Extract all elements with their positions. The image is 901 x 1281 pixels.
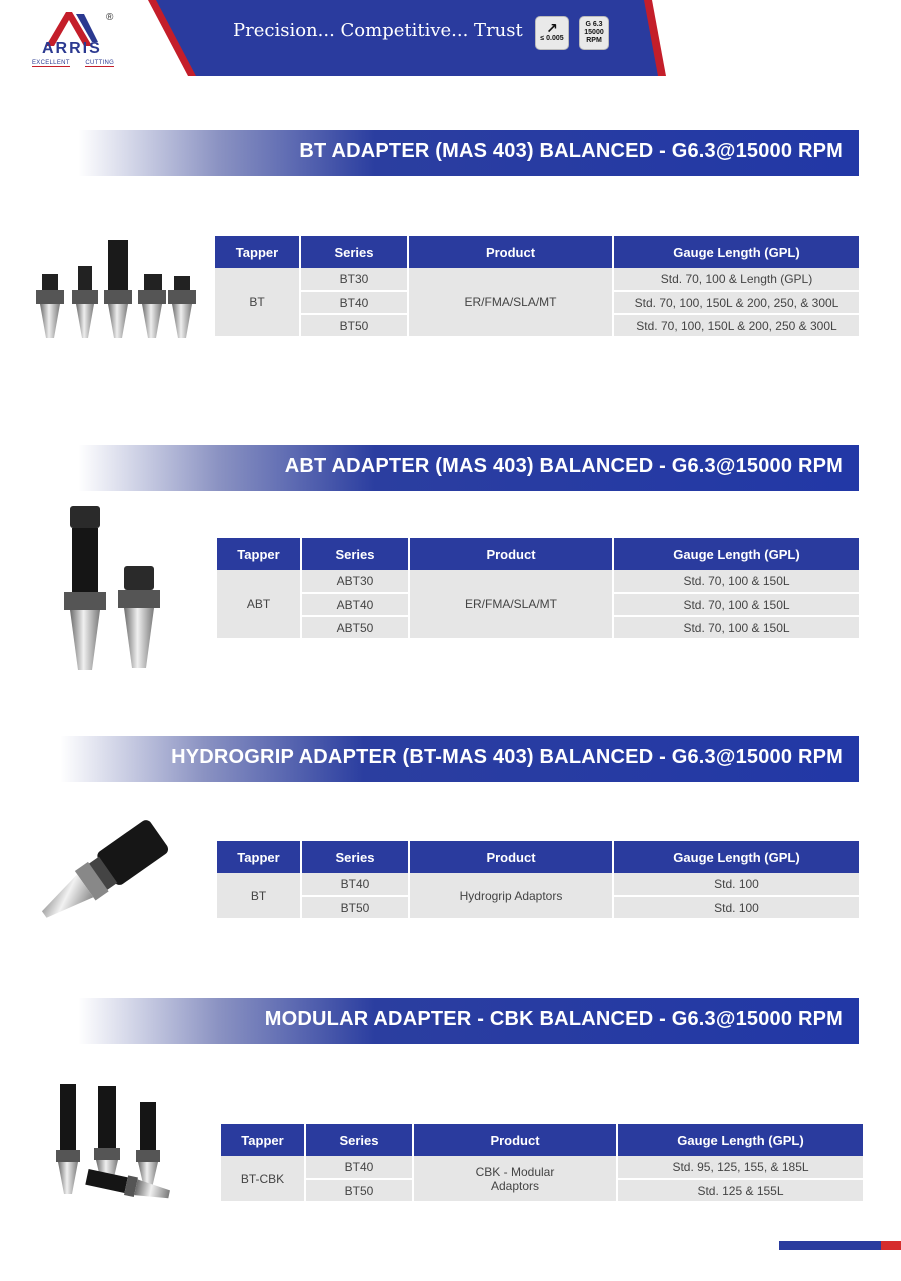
- col-header-series: Series: [301, 538, 409, 570]
- col-header-tapper: Tapper: [217, 841, 301, 873]
- col-header-gauge: Gauge Length (GPL): [613, 841, 859, 873]
- table-header-row: [217, 841, 859, 873]
- table-header-row: [221, 1124, 863, 1156]
- col-header-gauge: Gauge Length (GPL): [613, 236, 859, 268]
- series-cell: BT50: [300, 314, 408, 337]
- section-title-abt: [78, 445, 859, 491]
- col-header-tapper: Tapper: [217, 538, 301, 570]
- series-cell: ABT40: [301, 593, 409, 616]
- hydrogrip-adapter-product-photo: [40, 806, 192, 942]
- modular-adapter-product-photo: [50, 1082, 180, 1204]
- table-header-row: [215, 236, 859, 268]
- balance-speed: 15000: [584, 29, 604, 36]
- series-cell: BT40: [300, 291, 408, 314]
- gauge-cell: Std. 70, 100 & 150L: [613, 570, 859, 593]
- diagonal-arrow-icon: ↗: [546, 20, 558, 36]
- col-header-tapper: Tapper: [221, 1124, 305, 1156]
- product-cell: [413, 1156, 617, 1202]
- slogan: Precision... Competitive... Trust: [233, 20, 523, 41]
- footer-accent-bar: [779, 1241, 901, 1250]
- section-title-hydrogrip: [60, 736, 859, 782]
- table-row: [215, 268, 859, 291]
- section-title-text: BT ADAPTER (MAS 403) BALANCED - G6.3@15000 RPM: [299, 140, 843, 162]
- section-title-text: ABT ADAPTER (MAS 403) BALANCED - G6.3@15000 RPM: [284, 455, 843, 477]
- col-header-gauge: Gauge Length (GPL): [617, 1124, 863, 1156]
- gauge-cell: Std. 70, 100 & 150L: [613, 593, 859, 616]
- col-header-product: Product: [409, 538, 613, 570]
- product-line-2: Adaptors: [490, 1178, 540, 1193]
- section-title-text: HYDROGRIP ADAPTER (BT-MAS 403) BALANCED - G6.3@15000 RPM: [171, 746, 843, 768]
- col-header-product: Product: [409, 841, 613, 873]
- product-cell: ER/FMA/SLA/MT: [409, 570, 613, 639]
- col-header-series: Series: [305, 1124, 413, 1156]
- bt-adapter-product-photo: [32, 238, 202, 340]
- accuracy-value: ≤ 0.005: [540, 35, 564, 42]
- table-row: [217, 570, 859, 593]
- balance-unit: RPM: [586, 37, 602, 44]
- series-cell: BT30: [300, 268, 408, 291]
- table-row: [217, 873, 859, 896]
- col-header-gauge: Gauge Length (GPL): [613, 538, 859, 570]
- section-title-text: MODULAR ADAPTER - CBK BALANCED - G6.3@15000 RPM: [264, 1008, 843, 1030]
- gauge-cell: Std. 125 & 155L: [617, 1179, 863, 1202]
- product-line-1: CBK - Modular: [475, 1164, 555, 1179]
- col-header-series: Series: [300, 236, 408, 268]
- series-cell: BT40: [305, 1156, 413, 1179]
- registered-mark: ®: [106, 12, 114, 23]
- section-title-modular: [78, 998, 859, 1044]
- series-cell: BT50: [301, 896, 409, 919]
- table-row: [221, 1156, 863, 1179]
- series-cell: BT40: [301, 873, 409, 896]
- footer-accent-red: [881, 1241, 901, 1250]
- col-header-tapper: Tapper: [215, 236, 300, 268]
- col-header-product: Product: [408, 236, 613, 268]
- modular-adapter-table: [221, 1124, 863, 1203]
- accuracy-badge: [535, 16, 569, 50]
- tapper-cell: BT: [215, 268, 300, 337]
- bt-adapter-table: [215, 236, 859, 338]
- table-header-row: [217, 538, 859, 570]
- abt-adapter-table: [217, 538, 859, 640]
- gauge-cell: Std. 70, 100, 150L & 200, 250, & 300L: [613, 291, 859, 314]
- tagline-right: CUTTING: [85, 60, 115, 66]
- balance-badge: [579, 16, 609, 50]
- gauge-cell: Std. 100: [613, 873, 859, 896]
- brand-tagline: [32, 60, 114, 66]
- product-cell: Hydrogrip Adaptors: [409, 873, 613, 919]
- series-cell: ABT30: [301, 570, 409, 593]
- tapper-cell: BT-CBK: [221, 1156, 305, 1202]
- section-title-bt: [78, 130, 859, 176]
- gauge-cell: Std. 100: [613, 896, 859, 919]
- product-cell: ER/FMA/SLA/MT: [408, 268, 613, 337]
- tapper-cell: BT: [217, 873, 301, 919]
- gauge-cell: Std. 70, 100, 150L & 200, 250 & 300L: [613, 314, 859, 337]
- hydrogrip-adapter-table: [217, 841, 859, 920]
- tagline-left: EXCELLENT: [32, 60, 70, 66]
- gauge-cell: Std. 70, 100 & Length (GPL): [613, 268, 859, 291]
- gauge-cell: Std. 70, 100 & 150L: [613, 616, 859, 639]
- gauge-cell: Std. 95, 125, 155, & 185L: [617, 1156, 863, 1179]
- tapper-cell: ABT: [217, 570, 301, 639]
- col-header-product: Product: [413, 1124, 617, 1156]
- series-cell: BT50: [305, 1179, 413, 1202]
- series-cell: ABT50: [301, 616, 409, 639]
- balance-grade: G 6.3: [585, 21, 603, 28]
- col-header-series: Series: [301, 841, 409, 873]
- brand-name: ARRIS: [42, 40, 102, 57]
- company-logo: [28, 10, 138, 66]
- abt-adapter-product-photo: [60, 504, 172, 672]
